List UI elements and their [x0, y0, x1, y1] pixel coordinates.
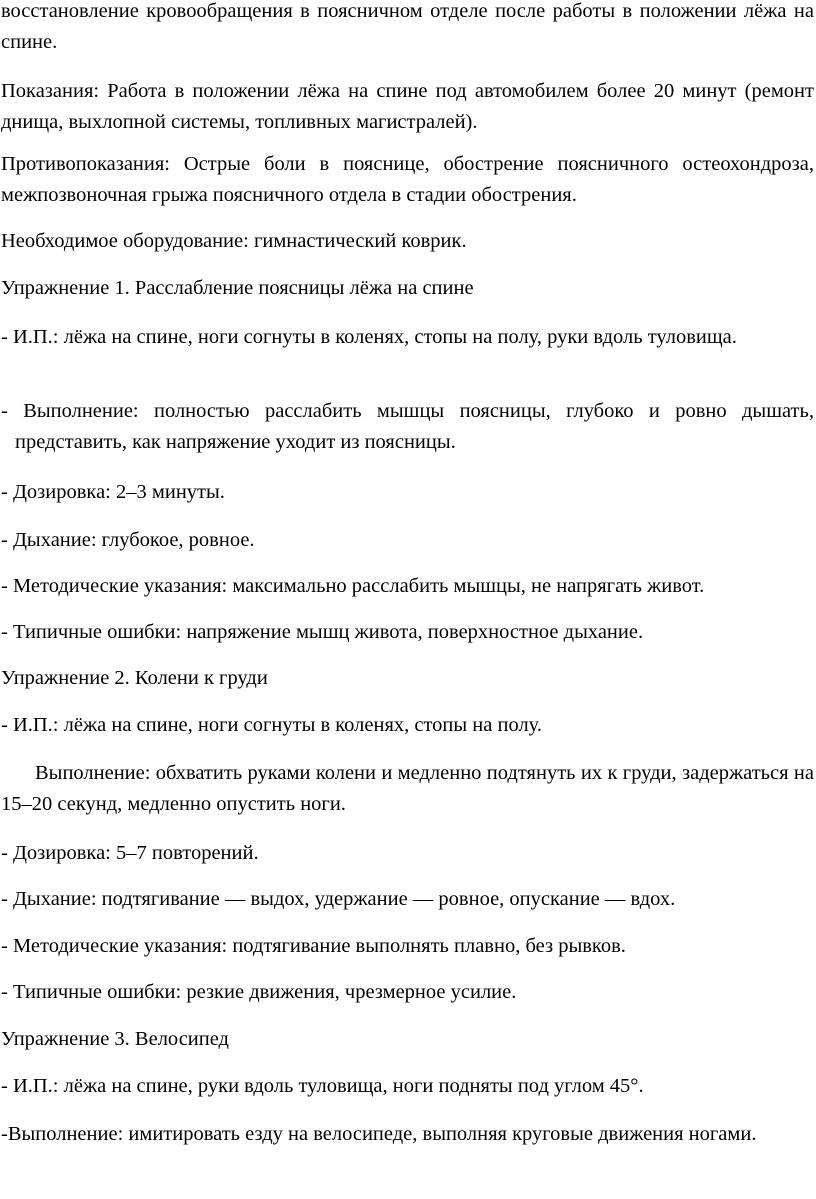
- exercise-2-dosage: - Дозировка: 5–7 повторений.: [1, 842, 259, 864]
- exercise-2-execution: Выполнение: обхватить руками колени и медленно подтянуть их к груди, задержаться на 15–20 секунд, медленно опустить ноги.: [1, 762, 814, 815]
- exercise-1-dosage: - Дозировка: 2–3 минуты.: [1, 481, 225, 503]
- exercise-2-start-position: - И.П.: лёжа на спине, ноги согнуты в коленях, стопы на полу.: [1, 714, 542, 736]
- paragraph-equipment: Необходимое оборудование: гимнастический коврик.: [1, 230, 467, 252]
- exercise-1-execution: - Выполнение: полностью расслабить мышцы поясницы, глубоко и ровно дышать, представить, как напряжение уходит из поясницы.: [1, 400, 814, 453]
- exercise-2-breathing: - Дыхание: подтягивание — выдох, удержание — ровное, опускание — вдох.: [1, 888, 676, 910]
- paragraph-contraindications: Противопоказания: Острые боли в пояснице, обострение поясничного остеохондроза, межпозвоночная грыжа поясничного отдела в стадии обострения.: [1, 153, 814, 206]
- exercise-2-guidelines: - Методические указания: подтягивание выполнять плавно, без рывков.: [1, 935, 626, 957]
- exercise-2-heading: Упражнение 2. Колени к груди: [1, 667, 268, 689]
- exercise-3-execution: -Выполнение: имитировать езду на велосипеде, выполняя круговые движения ногами.: [1, 1123, 757, 1145]
- exercise-1-typical-errors: - Типичные ошибки: напряжение мышц живота, поверхностное дыхание.: [1, 621, 644, 643]
- exercise-1-start-position: - И.П.: лёжа на спине, ноги согнуты в коленях, стопы на полу, руки вдоль туловища.: [1, 326, 737, 348]
- exercise-3-heading: Упражнение 3. Велосипед: [1, 1028, 229, 1050]
- exercise-3-start-position: - И.П.: лёжа на спине, руки вдоль туловища, ноги подняты под углом 45°.: [1, 1075, 644, 1097]
- paragraph-indications: Показания: Работа в положении лёжа на спине под автомобилем более 20 минут (ремонт днища, выхлопной системы, топливных магистралей).: [1, 80, 814, 133]
- exercise-2-typical-errors: - Типичные ошибки: резкие движения, чрезмерное усилие.: [1, 981, 517, 1003]
- exercise-1-guidelines: - Методические указания: максимально расслабить мышцы, не напрягать живот.: [1, 575, 705, 597]
- paragraph-intro: восстановление кровообращения в поясничном отделе после работы в положении лёжа на спине.: [1, 0, 814, 53]
- exercise-1-breathing: - Дыхание: глубокое, ровное.: [1, 529, 255, 551]
- exercise-1-heading: Упражнение 1. Расслабление поясницы лёжа на спине: [1, 277, 474, 299]
